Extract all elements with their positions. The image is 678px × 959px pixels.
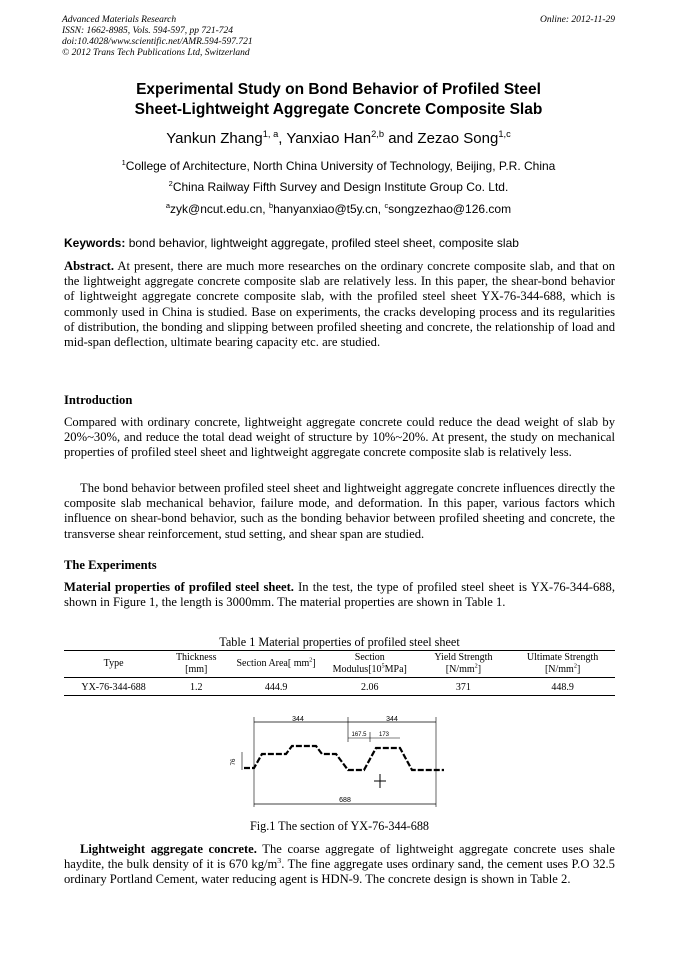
- cell-thickness: 1.2: [163, 678, 229, 696]
- cell-ultimate: 448.9: [510, 678, 615, 696]
- cell-yield: 371: [417, 678, 511, 696]
- affiliation-2: [62, 180, 615, 194]
- header-ultimate: [510, 651, 615, 678]
- header-thickness-label: Thickness: [175, 652, 217, 663]
- table-row: [64, 678, 615, 696]
- affiliation-1-text: College of Architecture, North China University of Technology, Beijing, P.R. China: [125, 159, 556, 173]
- header-yield: [417, 651, 511, 678]
- keywords: [64, 236, 615, 250]
- material-properties-table: [64, 650, 615, 696]
- header-ultimate-label: Ultimate Strength: [526, 652, 599, 663]
- lightweight-text-1: The coarse aggregate of lightweight aggregate concrete uses shale haydite, the bulk density of it is 670 kg/m: [64, 842, 615, 872]
- journal-header: [62, 15, 615, 59]
- header-yield-unit: [N/mm: [445, 664, 475, 675]
- keywords-label: Keywords:: [64, 236, 126, 250]
- author-list: [62, 130, 615, 147]
- header-area-sup: 2: [309, 656, 313, 664]
- header-area-label: Section Area[ mm: [236, 658, 310, 669]
- title-line-1: Experimental Study on Bond Behavior of Profiled Steel: [136, 81, 541, 98]
- dim-173: 173: [378, 732, 390, 738]
- lightweight-sup: 3: [277, 856, 282, 866]
- affiliation-1-sup: 1: [121, 158, 126, 167]
- header-modulus: [323, 651, 417, 678]
- keywords-text: bond behavior, lightweight aggregate, profiled steel sheet, composite slab: [125, 236, 519, 250]
- affiliation-2-sup: 2: [168, 179, 173, 188]
- header-ultimate-close: ]: [576, 664, 581, 675]
- header-thickness: [163, 651, 229, 678]
- header-modulus-unit: Modulus[10: [332, 664, 382, 675]
- author-3-sup: 1,c: [498, 129, 511, 139]
- header-thickness-unit: [mm]: [185, 664, 208, 675]
- email-a: zyk@ncut.edu.cn,: [170, 202, 269, 216]
- dim-76: 76: [231, 758, 237, 766]
- lightweight-concrete-label: Lightweight aggregate concrete.: [80, 842, 257, 856]
- email-b-sup: b: [268, 201, 274, 210]
- header-yield-close: ]: [477, 664, 482, 675]
- header-ultimate-unit: [N/mm: [544, 664, 574, 675]
- affiliation-2-text: China Railway Fifth Survey and Design Institute Group Co. Ltd.: [172, 180, 509, 194]
- table-header-row: [64, 651, 615, 678]
- email-a-sup: a: [165, 201, 171, 210]
- doi-line: doi:10.4028/www.scientific.net/AMR.594-597.721: [62, 37, 253, 47]
- introduction-paragraph-1: Compared with ordinary concrete, lightweight aggregate concrete could reduce the dead weight of slab by 20%~30%, and reduce the total dead weight of structure by 10%~20%. At present, the study on mechanical properties of profiled steel sheet and lightweight aggregate concrete composite slab is relatively less.: [64, 415, 615, 460]
- author-2-sup: 2,b: [371, 129, 385, 139]
- material-properties-label: Material properties of profiled steel sheet.: [64, 580, 294, 594]
- experiments-paragraph-1: [64, 580, 615, 610]
- dim-688: 688: [339, 797, 351, 804]
- dim-344-right: 344: [386, 716, 398, 723]
- abstract-label: Abstract.: [64, 259, 115, 273]
- abstract: [64, 259, 615, 350]
- material-properties-text: In the test, the type of profiled steel sheet is YX-76-344-688, shown in Figure 1, the length is 3000mm. The material properties are shown in Table 1.: [64, 580, 615, 610]
- copyright-line: © 2012 Trans Tech Publications Ltd, Switzerland: [62, 48, 250, 58]
- introduction-heading: Introduction: [64, 393, 133, 407]
- email-c: songzezhao@126.com: [388, 202, 512, 216]
- author-1-sup: 1, a: [262, 129, 279, 139]
- header-area: [229, 651, 323, 678]
- lightweight-concrete-paragraph: [64, 842, 615, 888]
- figure-1-caption: Fig.1 The section of YX-76-344-688: [249, 819, 430, 833]
- author-2: , Yanxiao Han: [278, 130, 372, 147]
- dim-344-left: 344: [292, 716, 304, 723]
- journal-name: Advanced Materials Research: [62, 15, 177, 25]
- header-type: [64, 651, 163, 678]
- cell-modulus: 2.06: [323, 678, 417, 696]
- header-yield-label: Yield Strength: [434, 652, 493, 663]
- header-yield-sup: 2: [474, 662, 478, 670]
- author-1: Yankun Zhang: [166, 130, 263, 147]
- email-b: hanyanxiao@t5y.cn,: [273, 202, 385, 216]
- header-modulus-sup: 5: [381, 662, 385, 670]
- issn-line: ISSN: 1662-8985, Vols. 594-597, pp 721-724: [62, 26, 233, 36]
- header-modulus-label: Section: [354, 652, 385, 663]
- dim-167: 167.5: [351, 732, 367, 738]
- online-date: Online: 2012-11-29: [539, 15, 615, 25]
- lightweight-text-2: . The fine aggregate uses ordinary sand, the cement uses P.O 32.5 ordinary Portland Cement, water reducing agent is HDN-9. The concrete design is shown in Table 2.: [64, 857, 615, 887]
- header-area-close: ]: [312, 658, 316, 669]
- experiments-heading: The Experiments: [64, 558, 157, 572]
- cell-area: 444.9: [229, 678, 323, 696]
- profiled-steel-section-figure: [231, 712, 445, 820]
- cell-type: YX-76-344-688: [64, 678, 163, 696]
- title-line-2: Sheet-Lightweight Aggregate Concrete Composite Slab: [134, 101, 543, 118]
- header-ultimate-sup: 2: [573, 662, 577, 670]
- abstract-text: At present, there are much more researches on the ordinary concrete composite slab, and that on the lightweight aggregate concrete composite slab are relatively less. In this paper, the shear-bond behavior of lightweight aggregate concrete composite slab, with the profiled steel sheet YX-76-344-688, which is commonly used in China is studied. Base on experiments, the cracks developing process and its regularities of distribution, the bonding and slipping between profiled sheeting and concrete, the relationship of load and mid-span deflection, ultimate bearing capacity etc. are studied.: [64, 259, 615, 350]
- email-line: [62, 202, 615, 216]
- table-1-caption: Table 1 Material properties of profiled steel sheet: [219, 635, 460, 649]
- header-modulus-close: MPa]: [384, 664, 407, 675]
- author-3: and Zezao Song: [384, 130, 499, 147]
- steel-profile-line: [244, 746, 444, 770]
- paper-title: [62, 80, 615, 120]
- header-type-label: Type: [103, 658, 124, 669]
- email-c-sup: c: [384, 201, 389, 210]
- affiliation-1: [62, 159, 615, 173]
- introduction-paragraph-2: The bond behavior between profiled steel sheet and lightweight aggregate concrete influences directly the composite slab mechanical behavior, failure mode, and deformation. In this paper, various factors which influence on shear-bond behavior, such as the bonding behavior between profiled sheeting and concrete, the transverse shear reinforcement, stud setting, and shear span are studied.: [64, 481, 615, 541]
